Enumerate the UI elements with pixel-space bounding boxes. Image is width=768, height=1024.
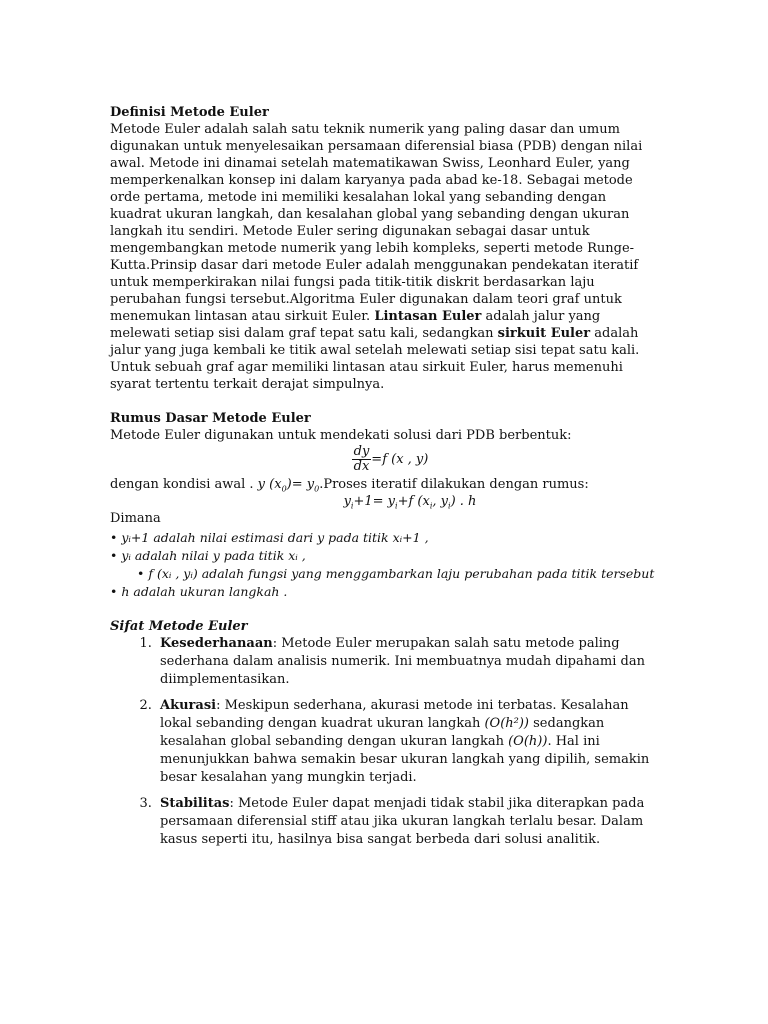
heading-rumus: Rumus Dasar Metode Euler [110,411,311,426]
property-text: . Hal ini menunjukkan bahwa semakin besar ukuran langkah yang dipilih, semakin besar kesalahan yang mungkin terjadi. [160,734,650,785]
property-text: : Metode Euler dapat menjadi tidak stabil jika diterapkan pada persamaan diferensial stiff atau jika ukuran langkah terlalu besar. Dalam kasus seperti itu, hasilnya bisa sangat berbeda dari solusi analitik. [160,796,645,847]
property-text: : Meskipun sederhana, akurasi metode ini terbatas. Kesalahan lokal sebanding dengan kuadrat ukuran langkah [160,698,629,731]
kondisi-math-2: )= y [286,477,315,492]
section-rumus [110,410,655,601]
equation-rhs: =f (x , y) [371,452,429,467]
definisi-text-3: adalah jalur yang juga kembali ke titik awal setelah melewati setiap sisi tepat satu kali. Untuk sebuah graf agar memiliki lintasan atau sirkuit Euler, harus memenuhi syarat tertentu terkait derajat simpulnya. [110,326,640,392]
dimana-label: Dimana [110,511,161,526]
bullet-item: • h adalah ukuran langkah . [110,584,288,599]
kondisi-suffix: .Proses iteratif dilakukan dengan rumus: [319,477,589,492]
heading-definisi: Definisi Metode Euler [110,105,269,120]
fraction-numerator: dy [353,444,370,459]
kondisi-sub-2: 0 [314,484,320,494]
fraction-denominator: dx [353,459,370,474]
property-name: Akurasi [160,698,217,713]
bullet-item: • yᵢ adalah nilai y pada titik xᵢ , [110,548,306,563]
definisi-text-2: adalah jalur yang melewati setiap sisi dalam graf tepat satu kali, sedangkan [110,309,601,341]
derivative-fraction [352,445,372,474]
eq2-sub-1: i [350,501,354,511]
list-item [156,635,650,689]
heading-sifat: Sifat Metode Euler [110,619,248,634]
eq2-part-1: y [343,494,351,509]
bullet-item: • f (xᵢ , yᵢ) adalah fungsi yang menggambarkan laju perubahan pada titik tersebut [137,566,655,581]
big-o-local: (O(h²)) [484,716,529,731]
equation-ode [110,445,650,474]
paragraph-definisi [110,121,650,393]
eq2-part-5: ) . h [450,494,477,509]
initial-condition-line [110,476,650,493]
list-item [156,795,650,849]
definisi-text-1: Metode Euler adalah salah satu teknik numerik yang paling dasar dan umum digunakan untuk menyelesaikan persamaan diferensial biasa (PDB) dengan nilai awal. Metode ini dinamai setelah matematikawan Swiss, Leonhard Euler, yang memperkenalkan konsep ini dalam karyanya pada abad ke-18. Sebagai metode orde pertama, metode ini memiliki kesalahan lokal yang sebanding dengan kuadrat ukuran langkah, dan kesalahan global yang sebanding dengan ukuran langkah itu sendiri. Metode Euler sering digunakan sebagai dasar untuk mengembangkan metode numerik yang lebih kompleks, seperti metode Runge-Kutta.Prinsip dasar dari metode Euler adalah menggunakan pendekatan iteratif untuk memperkirakan nilai fungsi pada titik-titik diskrit berdasarkan laju perubahan fungsi tersebut.Algoritma Euler digunakan dalam teori graf untuk menemukan lintasan atau sirkuit Euler. [110,122,643,324]
rumus-intro: Metode Euler digunakan untuk mendekati solusi dari PDB berbentuk: [110,428,572,443]
eq2-part-2: +1= y [353,494,396,509]
property-text: sedangkan kesalahan global sebanding dengan ukuran langkah [160,716,605,749]
eq2-part-4: , y [432,494,449,509]
properties-list [110,635,650,849]
bold-sirkuit-euler: sirkuit Euler [497,326,591,341]
kondisi-prefix: dengan kondisi awal . [110,477,258,492]
big-o-global: (O(h)) [508,734,548,749]
bold-lintasan-euler: Lintasan Euler [374,309,482,324]
equation-iteration [110,493,650,510]
property-text: : Metode Euler merupakan salah satu metode paling sederhana dalam analisis numerik. Ini membuatnya mudah dipahami dan diimplementasikan. [160,636,645,687]
eq2-part-3: +f (x [397,494,430,509]
section-sifat [110,618,650,849]
property-name: Stabilitas [160,796,230,811]
kondisi-sub-1: 0 [281,484,287,494]
eq2-sub-3: i [429,501,433,511]
variable-definitions [110,529,655,601]
bullet-item: • yᵢ+1 adalah nilai estimasi dari y pada titik xᵢ+1 , [110,530,429,545]
eq2-sub-2: i [395,501,398,511]
document-content [110,104,655,849]
kondisi-math-1: y (x [257,477,282,492]
list-item [156,697,650,787]
property-name: Kesederhanaan [160,636,273,651]
eq2-sub-4: i [448,501,451,511]
